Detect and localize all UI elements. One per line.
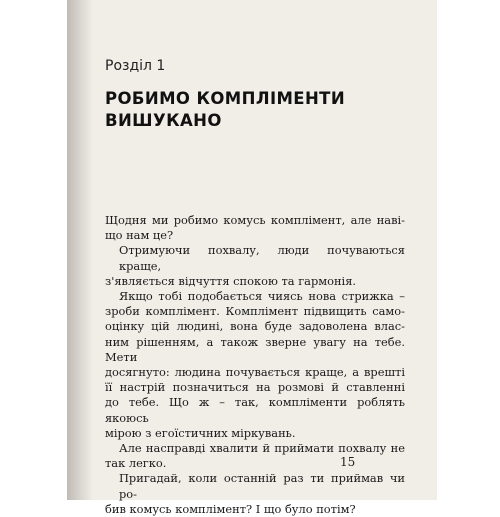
text-line: з'являється відчуття спокою та гармонія.	[105, 273, 357, 288]
text-line: ним рішенням, а також зверне увагу на тебе. Мети	[105, 334, 405, 364]
chapter-label: Розділ 1	[105, 58, 166, 74]
chapter-title-line: РОБИМО КОМПЛІМЕНТИ	[105, 89, 346, 108]
text-line: Пригадай, коли останній раз ти приймав чи ро-	[119, 471, 405, 501]
page-gutter-shadow	[67, 0, 93, 500]
page-number: 15	[340, 455, 356, 469]
text-line: її настрій позначиться на розмові й ставленні	[105, 380, 405, 395]
paragraph	[105, 471, 405, 517]
book-page	[67, 0, 437, 516]
paragraph	[105, 441, 405, 471]
paragraph	[105, 289, 405, 441]
paragraph	[105, 213, 405, 243]
chapter-title-line: ВИШУКАНО	[105, 111, 222, 130]
text-line: Щодня ми робимо комусь комплімент, але наві-	[105, 213, 405, 227]
text-line: досягнуто: людина почувається краще, а врешті	[105, 365, 405, 380]
text-line: зроби комплімент. Комплімент підвищить само-	[105, 304, 405, 319]
body-text	[105, 213, 405, 517]
text-line: оцінку цій людині, вона буде задоволена влас-	[105, 319, 405, 334]
text-line: мірою з егоїстичних міркувань.	[105, 425, 296, 440]
paragraph	[105, 243, 405, 289]
chapter-title	[105, 88, 405, 132]
text-line: бив комусь комплімент? І що було потім?	[105, 501, 356, 516]
text-line: Але насправді хвалити й приймати похвалу не	[119, 441, 405, 456]
text-line: Якщо тобі подобається чиясь нова стрижка –	[119, 289, 405, 304]
text-line: так легко.	[105, 456, 167, 471]
text-line: що нам це?	[105, 228, 174, 243]
text-line: Отримуючи похвалу, люди почуваються краще,	[119, 243, 405, 273]
text-line: до тебе. Що ж – так, компліменти роблять якоюсь	[105, 395, 405, 425]
